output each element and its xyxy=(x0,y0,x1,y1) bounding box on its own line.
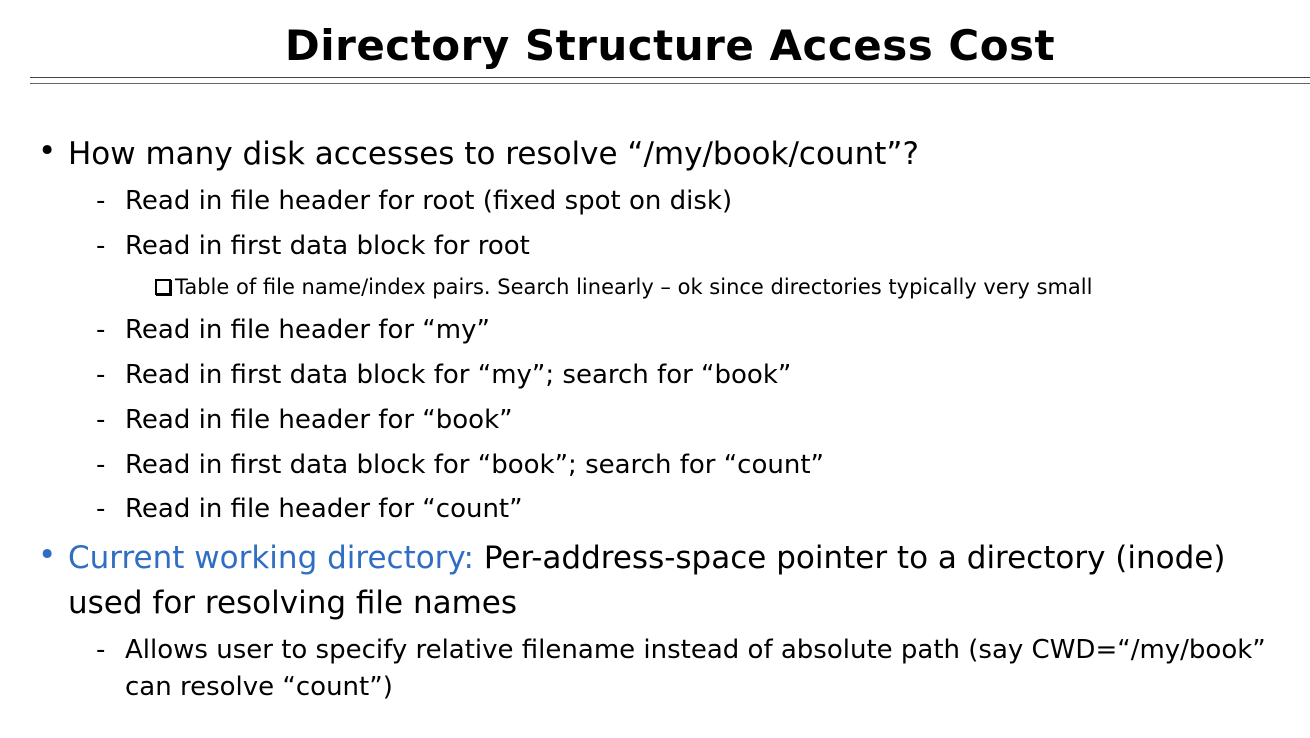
list-item: Allows user to specify relative filename instead of absolute path (say CWD=“/my/book” xyxy=(125,635,1266,665)
definition-text: Per-address-space pointer to a directory (inode) xyxy=(473,540,1226,576)
list-item: Read in first data block for “my”; search for “book” xyxy=(125,360,792,390)
list-item: Read in first data block for root xyxy=(125,231,530,261)
bullet-text: How many disk accesses to resolve “/my/book/count”? xyxy=(68,136,919,172)
dash-marker: - xyxy=(96,450,106,480)
sub-list-item xyxy=(155,273,1092,301)
list-item: Read in file header for “my” xyxy=(125,315,490,345)
dash-marker: - xyxy=(96,186,106,216)
bullet-text-continued: used for resolving file names xyxy=(68,585,518,621)
dash-marker: - xyxy=(96,405,106,435)
dash-marker: - xyxy=(96,360,106,390)
list-item: Read in first data block for “book”; search for “count” xyxy=(125,450,825,480)
dash-marker: - xyxy=(96,315,106,345)
list-item: Read in file header for “count” xyxy=(125,494,523,524)
checkbox-square-icon xyxy=(155,279,171,295)
dash-marker: - xyxy=(96,494,106,524)
dash-marker: - xyxy=(96,231,106,261)
list-item: Read in file header for root (fixed spot on disk) xyxy=(125,186,733,216)
term-label: Current working directory: xyxy=(68,540,474,576)
slide-title: Directory Structure Access Cost xyxy=(284,21,1056,70)
sub-list-item-text: Table of file name/index pairs. Search linearly – ok since directories typically very small xyxy=(175,275,1093,299)
bullet-marker: • xyxy=(38,537,57,573)
list-item-continued: can resolve “count”) xyxy=(125,672,393,702)
bullet-marker: • xyxy=(38,133,57,169)
bullet-text xyxy=(68,538,1225,578)
list-item: Read in file header for “book” xyxy=(125,405,513,435)
dash-marker: - xyxy=(96,635,106,665)
